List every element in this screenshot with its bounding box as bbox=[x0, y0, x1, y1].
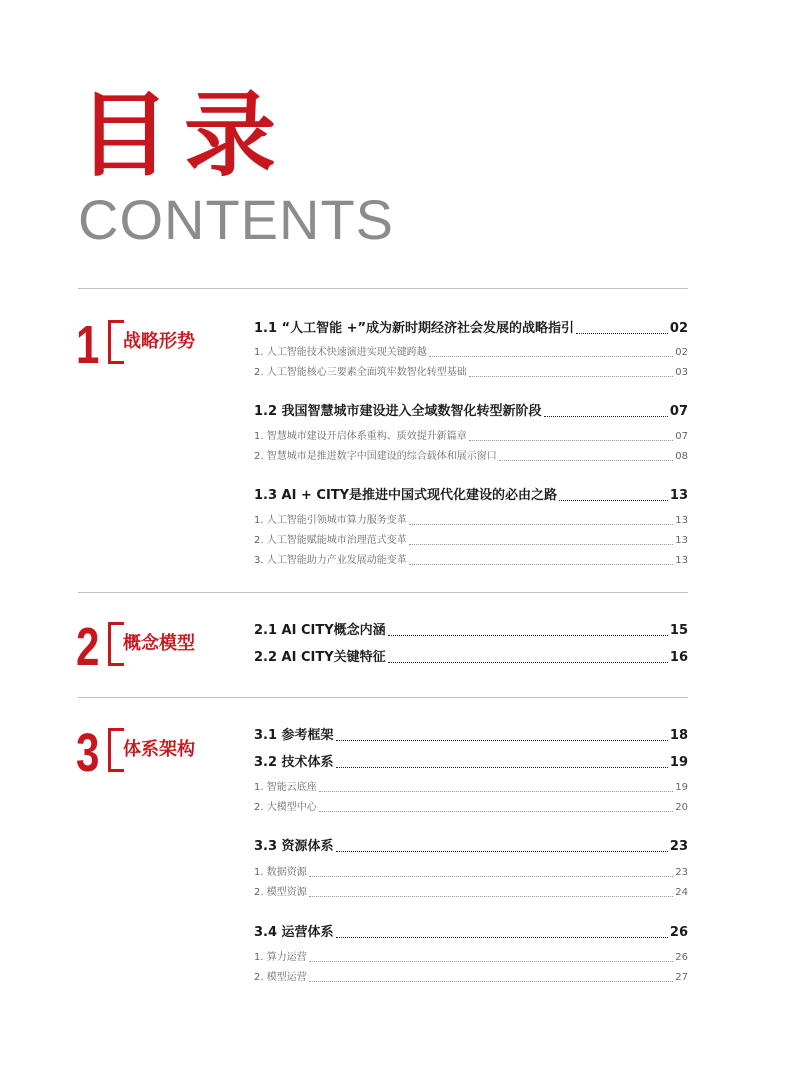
toc-subentry[interactable] bbox=[254, 554, 688, 568]
toc-entry-title: 2.2 AI CITY关键特征 bbox=[254, 650, 386, 665]
toc-entry-page: 23 bbox=[675, 867, 688, 878]
section-divider bbox=[78, 288, 688, 289]
toc-entry-page: 20 bbox=[675, 802, 688, 813]
toc-entry-page: 08 bbox=[675, 451, 688, 462]
dot-leader bbox=[469, 376, 674, 377]
dot-leader bbox=[409, 564, 674, 565]
toc-entry-page: 07 bbox=[669, 404, 688, 419]
page-title-chinese: 目录 bbox=[78, 82, 291, 189]
toc-entry-title: 3.2 技术体系 bbox=[254, 755, 334, 770]
toc-subentry[interactable] bbox=[254, 886, 688, 900]
toc-entry-page: 13 bbox=[675, 555, 688, 566]
toc-subentry[interactable] bbox=[254, 346, 688, 360]
toc-entry-page: 27 bbox=[675, 972, 688, 983]
toc-entry[interactable] bbox=[254, 622, 688, 640]
dot-leader bbox=[499, 460, 674, 461]
toc-subentry[interactable] bbox=[254, 866, 688, 880]
toc-entry-page: 26 bbox=[675, 952, 688, 963]
section-number: 2 bbox=[76, 617, 100, 677]
section-divider bbox=[78, 697, 688, 698]
dot-leader bbox=[336, 740, 668, 741]
toc-entry-title: 2.1 AI CITY概念内涵 bbox=[254, 623, 386, 638]
toc-entry[interactable] bbox=[254, 838, 688, 856]
toc-entry-page: 15 bbox=[669, 623, 688, 638]
toc-subentry[interactable] bbox=[254, 430, 688, 444]
toc-entry-page: 19 bbox=[669, 755, 688, 770]
toc-subentry[interactable] bbox=[254, 971, 688, 985]
dot-leader bbox=[336, 937, 668, 938]
toc-entry-title: 3.1 参考框架 bbox=[254, 728, 334, 743]
toc-entry-title: 1.2 我国智慧城市建设进入全域数智化转型新阶段 bbox=[254, 404, 542, 419]
toc-entry-title: 1. 算力运营 bbox=[254, 952, 307, 963]
toc-entry[interactable] bbox=[254, 487, 688, 505]
toc-entry-page: 02 bbox=[675, 347, 688, 358]
toc-entry-title: 2. 人工智能赋能城市治理范式变革 bbox=[254, 535, 407, 546]
toc-subentry[interactable] bbox=[254, 951, 688, 965]
dot-leader bbox=[336, 767, 668, 768]
toc-entry-title: 2. 模型资源 bbox=[254, 887, 307, 898]
toc-entry-page: 23 bbox=[669, 839, 688, 854]
dot-leader bbox=[409, 544, 674, 545]
toc-entry-page: 13 bbox=[675, 515, 688, 526]
toc-subentry[interactable] bbox=[254, 514, 688, 528]
toc-entry-title: 3.3 资源体系 bbox=[254, 839, 334, 854]
toc-entry-page: 07 bbox=[675, 431, 688, 442]
toc-entry[interactable] bbox=[254, 727, 688, 745]
section-label: 战略形势 bbox=[108, 320, 195, 364]
dot-leader bbox=[429, 356, 674, 357]
toc-entry-page: 02 bbox=[669, 321, 688, 336]
section-label: 概念模型 bbox=[108, 622, 195, 666]
dot-leader bbox=[388, 635, 668, 636]
toc-entry-page: 26 bbox=[669, 925, 688, 940]
toc-entry-title: 2. 人工智能核心三要素全面筑牢数智化转型基础 bbox=[254, 367, 467, 378]
toc-entry-page: 16 bbox=[669, 650, 688, 665]
toc-entry-title: 1. 智慧城市建设开启体系重构、质效提升新篇章 bbox=[254, 431, 467, 442]
section-divider bbox=[78, 592, 688, 593]
dot-leader bbox=[319, 811, 674, 812]
toc-subentry[interactable] bbox=[254, 801, 688, 815]
toc-subentry[interactable] bbox=[254, 366, 688, 380]
toc-entry-title: 2. 智慧城市是推进数字中国建设的综合载体和展示窗口 bbox=[254, 451, 497, 462]
toc-entry[interactable] bbox=[254, 649, 688, 667]
toc-entry-title: 1. 智能云底座 bbox=[254, 782, 317, 793]
dot-leader bbox=[309, 961, 674, 962]
toc-entry-page: 03 bbox=[675, 367, 688, 378]
dot-leader bbox=[544, 416, 668, 417]
toc-entry-page: 18 bbox=[669, 728, 688, 743]
toc-entry-title: 3.4 运营体系 bbox=[254, 925, 334, 940]
toc-entry-page: 13 bbox=[669, 488, 688, 503]
dot-leader bbox=[388, 662, 668, 663]
page-title-english: CONTENTS bbox=[78, 188, 394, 251]
dot-leader bbox=[309, 896, 674, 897]
toc-entry-page: 24 bbox=[675, 887, 688, 898]
dot-leader bbox=[559, 500, 668, 501]
toc-entry[interactable] bbox=[254, 754, 688, 772]
dot-leader bbox=[409, 524, 674, 525]
toc-entry-title: 2. 大模型中心 bbox=[254, 802, 317, 813]
dot-leader bbox=[309, 876, 674, 877]
section-label: 体系架构 bbox=[108, 728, 195, 772]
dot-leader bbox=[336, 851, 668, 852]
dot-leader bbox=[576, 333, 668, 334]
toc-entry[interactable] bbox=[254, 403, 688, 421]
toc-entry-title: 3. 人工智能助力产业发展动能变革 bbox=[254, 555, 407, 566]
toc-entry-title: 1.1 “人工智能 +”成为新时期经济社会发展的战略指引 bbox=[254, 321, 575, 336]
toc-entry[interactable] bbox=[254, 924, 688, 942]
dot-leader bbox=[309, 981, 674, 982]
toc-entry-title: 1. 数据资源 bbox=[254, 867, 307, 878]
toc-entry-title: 1. 人工智能技术快速演进实现关键跨越 bbox=[254, 347, 427, 358]
toc-entry-title: 1.3 AI + CITY是推进中国式现代化建设的必由之路 bbox=[254, 488, 558, 503]
toc-entry[interactable] bbox=[254, 320, 688, 338]
toc-entry-title: 1. 人工智能引领城市算力服务变革 bbox=[254, 515, 407, 526]
section-number: 3 bbox=[76, 723, 100, 783]
toc-subentry[interactable] bbox=[254, 781, 688, 795]
toc-subentry[interactable] bbox=[254, 534, 688, 548]
toc-subentry[interactable] bbox=[254, 450, 688, 464]
toc-entry-page: 13 bbox=[675, 535, 688, 546]
dot-leader bbox=[469, 440, 674, 441]
dot-leader bbox=[319, 791, 674, 792]
toc-entry-title: 2. 模型运营 bbox=[254, 972, 307, 983]
section-number: 1 bbox=[76, 315, 100, 375]
toc-entry-page: 19 bbox=[675, 782, 688, 793]
